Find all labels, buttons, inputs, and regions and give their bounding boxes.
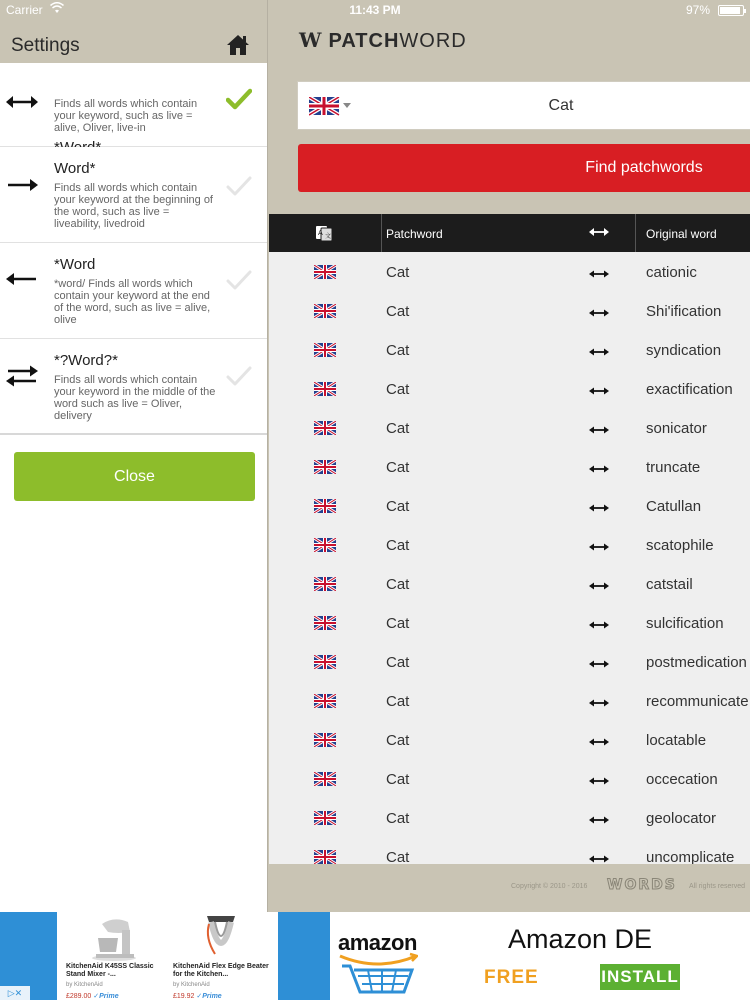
original-word-cell: Catullan <box>646 498 702 515</box>
battery-icon <box>718 5 744 16</box>
battery-percent: 97% <box>685 3 710 17</box>
patchword-cell: Cat <box>386 771 410 788</box>
ad-strip <box>278 912 330 1000</box>
adchoices-icon[interactable]: ▷✕ <box>0 986 30 1000</box>
double-arrow-icon <box>589 812 609 822</box>
original-word-cell: exactification <box>646 381 733 398</box>
original-word-cell: sonicator <box>646 420 707 437</box>
double-arrow-icon <box>589 617 609 627</box>
ad-title: Amazon DE <box>508 924 653 954</box>
ad-product[interactable] <box>169 912 273 1000</box>
table-row[interactable] <box>269 603 750 642</box>
uk-flag-icon <box>314 421 336 435</box>
patchword-cell: Cat <box>386 654 410 671</box>
double-arrow-icon <box>6 92 38 112</box>
original-word-cell: cationic <box>646 264 697 281</box>
table-row[interactable] <box>269 525 750 564</box>
checkmark-icon <box>226 269 252 291</box>
uk-flag-icon <box>314 460 336 474</box>
search-input[interactable] <box>368 82 750 129</box>
search-mode-begins[interactable] <box>0 147 267 243</box>
double-arrow-icon <box>589 383 609 393</box>
clock: 11:43 PM <box>349 3 401 17</box>
ad-product-price <box>173 992 222 1000</box>
checkmark-icon <box>226 175 252 197</box>
copyright-text: Copyright © 2010 - 2016 <box>511 883 588 890</box>
patchword-cell: Cat <box>386 381 410 398</box>
ad-product-brand: by KitchenAid <box>66 982 103 988</box>
arrow-right-icon <box>6 175 38 195</box>
patchword-cell: Cat <box>386 615 410 632</box>
original-word-cell: scatophile <box>646 537 714 554</box>
patchword-cell: Cat <box>386 849 410 864</box>
words-brand-logo: WORDS <box>607 877 677 893</box>
double-arrow-icon <box>589 539 609 549</box>
checkmark-icon <box>226 365 252 387</box>
patchword-cell: Cat <box>386 342 410 359</box>
uk-flag-icon <box>314 343 336 357</box>
option-title: Word* <box>54 160 96 177</box>
column-divider <box>635 214 636 252</box>
double-arrow-icon <box>589 422 609 432</box>
find-button-label: Find patchwords <box>585 159 703 176</box>
table-row[interactable] <box>269 291 750 330</box>
table-body <box>269 252 750 864</box>
table-row[interactable] <box>269 252 750 291</box>
translate-icon <box>315 224 333 242</box>
table-row[interactable] <box>269 447 750 486</box>
original-word-cell: geolocator <box>646 810 717 827</box>
patchword-cell: Cat <box>386 537 410 554</box>
ad-product-brand: by KitchenAid <box>173 982 210 988</box>
svg-text:A: A <box>318 229 323 237</box>
ad-product-price <box>66 992 119 1000</box>
logo-mark-icon: W <box>299 28 323 52</box>
header-original-word: Original word <box>646 227 717 241</box>
double-arrow-icon <box>589 344 609 354</box>
table-header <box>269 214 750 252</box>
option-title: *Word <box>54 256 96 273</box>
table-row[interactable] <box>269 642 750 681</box>
price-value: £289.00 <box>66 993 92 1000</box>
logo-patch-text: PATCH <box>328 30 400 52</box>
search-mode-ends[interactable] <box>0 243 267 339</box>
amazon-cart-logo <box>338 930 418 1000</box>
patchword-cell: Cat <box>386 810 410 827</box>
stand-mixer-image <box>78 914 150 962</box>
patchword-cell: Cat <box>386 732 410 749</box>
patchword-cell: Cat <box>386 264 410 281</box>
patchword-cell: Cat <box>386 420 410 437</box>
double-arrow-icon <box>589 266 609 276</box>
settings-panel <box>0 0 268 912</box>
uk-flag-icon <box>314 577 336 591</box>
rights-text: All rights reserved <box>689 883 746 890</box>
option-description: Finds all words which contain your keyword in the middle of the word such as live = Oliver, delivery <box>54 374 216 422</box>
search-mode-middle[interactable] <box>0 339 267 435</box>
uk-flag-icon <box>314 616 336 630</box>
patchword-cell: Cat <box>386 498 410 515</box>
uk-flag-icon <box>314 304 336 318</box>
uk-flag-icon <box>314 382 336 396</box>
uk-flag-icon <box>314 499 336 513</box>
double-arrow-icon <box>589 695 609 705</box>
find-patchwords-button[interactable] <box>298 144 750 192</box>
double-arrow-icon <box>589 656 609 666</box>
original-word-cell: occecation <box>646 771 718 788</box>
option-description: Finds all words which contain your keyword at the beginning of the word, such as live = liveability, livedroid <box>54 182 213 230</box>
original-word-cell: Shi'ification <box>646 303 722 320</box>
prime-badge: ✓Prime <box>93 993 119 1000</box>
table-row[interactable] <box>269 369 750 408</box>
status-bar <box>0 0 750 20</box>
option-description: *word/ Finds all words which contain your keyword at the end of the word, such as live = alive, olive <box>54 278 211 326</box>
original-word-cell: truncate <box>646 459 701 476</box>
search-mode-contains[interactable] <box>0 63 267 147</box>
amazon-wordmark: amazon <box>338 930 417 955</box>
patchword-cell: Cat <box>386 576 410 593</box>
double-arrow-icon <box>589 500 609 510</box>
ad-free-label: FREE <box>484 967 539 988</box>
shopping-cart-icon <box>338 952 418 1000</box>
amazon-app-ad[interactable] <box>330 912 750 1000</box>
double-arrow-icon <box>589 773 609 783</box>
carrier-label: Carrier <box>6 3 43 17</box>
swap-arrows-icon <box>6 365 38 387</box>
beater-image <box>185 914 257 962</box>
ad-product-name: KitchenAid Flex Edge Beater for the Kitchen... <box>173 963 269 978</box>
double-arrow-icon <box>589 851 609 861</box>
uk-flag-icon <box>314 811 336 825</box>
arrow-left-icon <box>6 269 38 289</box>
uk-flag-icon <box>314 265 336 279</box>
footer <box>269 864 750 912</box>
option-description: Finds all words which contain your keyword, such as live = alive, Oliver, live-in <box>54 98 198 134</box>
ad-product-name: KitchenAid K45SS Classic Stand Mixer -... <box>66 963 154 978</box>
table-row[interactable] <box>269 720 750 759</box>
table-row[interactable] <box>269 798 750 837</box>
table-row[interactable] <box>269 564 750 603</box>
svg-text:文: 文 <box>325 233 332 240</box>
column-divider <box>381 214 382 252</box>
original-word-cell: syndication <box>646 342 722 359</box>
results-table <box>269 214 750 864</box>
double-arrow-icon <box>589 226 609 238</box>
double-arrow-icon <box>589 305 609 315</box>
double-arrow-icon <box>589 734 609 744</box>
uk-flag-icon <box>314 538 336 552</box>
original-word-cell: postmedication <box>646 654 747 671</box>
table-row[interactable] <box>269 837 750 864</box>
original-word-cell: recommunicate <box>646 693 749 710</box>
uk-flag-icon <box>314 850 336 864</box>
table-row[interactable] <box>269 408 750 447</box>
patchword-cell: Cat <box>386 303 410 320</box>
patchword-logo <box>299 28 467 53</box>
patchword-cell: Cat <box>386 459 410 476</box>
original-word-cell: sulcification <box>646 615 724 632</box>
search-box <box>297 81 750 130</box>
home-icon[interactable] <box>226 34 250 56</box>
chevron-down-icon[interactable] <box>343 103 351 108</box>
uk-flag-icon <box>314 655 336 669</box>
price-value: £19.92 <box>173 993 195 1000</box>
uk-flag-icon <box>314 694 336 708</box>
ad-banner[interactable] <box>0 912 750 1000</box>
original-word-cell: catstail <box>646 576 693 593</box>
install-button[interactable]: INSTALL <box>600 964 680 990</box>
checkmark-icon <box>226 88 252 110</box>
logo-word-text: WORD <box>399 30 467 52</box>
table-row[interactable] <box>269 681 750 720</box>
table-row[interactable] <box>269 759 750 798</box>
uk-flag-icon <box>314 772 336 786</box>
close-button[interactable]: Close <box>14 452 255 501</box>
patchword-cell: Cat <box>386 693 410 710</box>
double-arrow-icon <box>589 578 609 588</box>
settings-title: Settings <box>11 35 80 56</box>
original-word-cell: uncomplicate <box>646 849 735 864</box>
header-patchword: Patchword <box>386 227 443 241</box>
uk-flag-icon <box>314 733 336 747</box>
prime-badge: ✓Prime <box>196 993 222 1000</box>
option-title: *?Word?* <box>54 352 118 369</box>
ad-product[interactable] <box>62 912 166 1000</box>
main-area <box>269 0 750 912</box>
table-row[interactable] <box>269 330 750 369</box>
original-word-cell: locatable <box>646 732 707 749</box>
table-row[interactable] <box>269 486 750 525</box>
double-arrow-icon <box>589 461 609 471</box>
